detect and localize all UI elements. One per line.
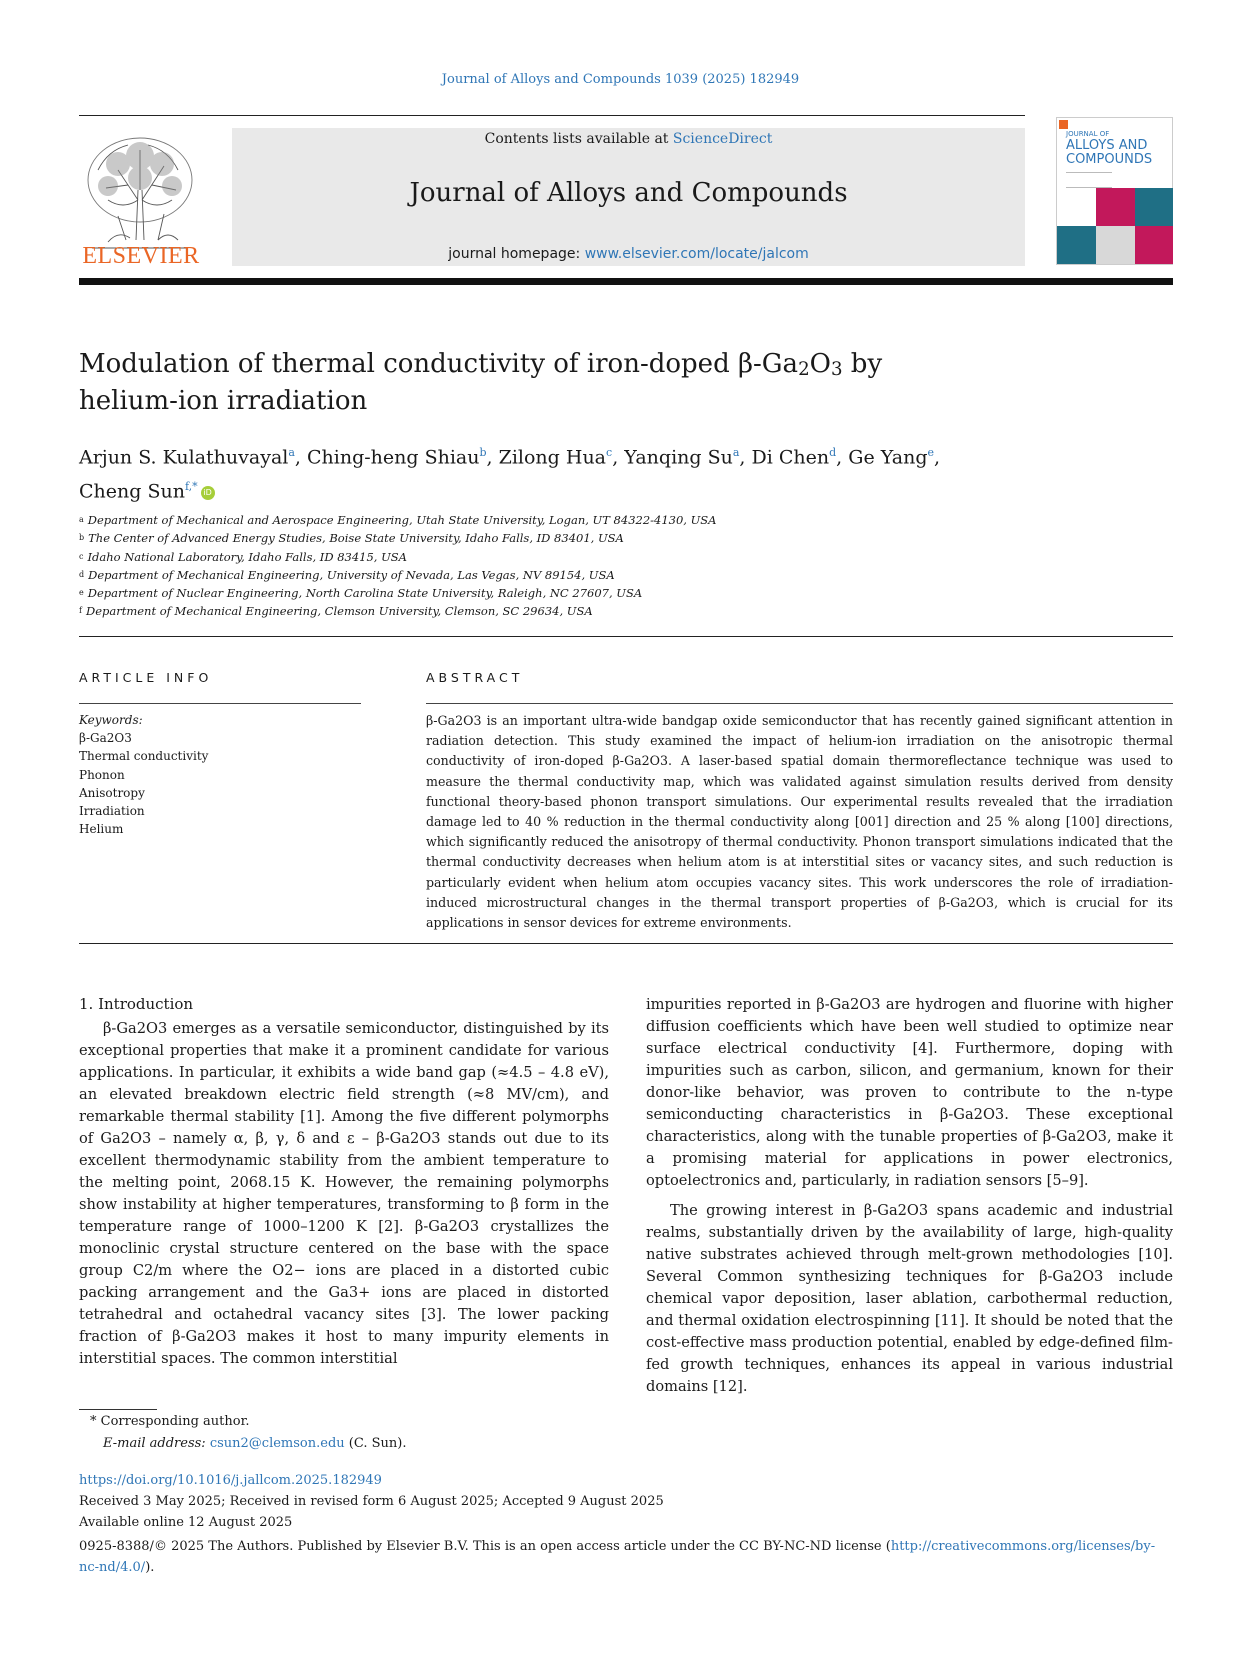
- cover-title-1: JOURNAL OF: [1066, 130, 1110, 138]
- section-heading-introduction: 1. Introduction: [79, 995, 194, 1013]
- license-link[interactable]: http://creativecommons.org/licenses/by-nc-nd/4.0/: [79, 1539, 1156, 1575]
- author[interactable]: Arjun S. Kulathuvayal: [79, 446, 289, 469]
- received-dates: Received 3 May 2025; Received in revised form 6 August 2025; Accepted 9 August 2025: [79, 1494, 664, 1509]
- footnote-rule: [79, 1409, 157, 1410]
- author[interactable]: Ge Yang: [848, 446, 928, 469]
- title-sub-1: 2: [798, 359, 810, 380]
- author-separator: ,: [612, 446, 625, 469]
- author[interactable]: Ching-heng Shiau: [307, 446, 480, 469]
- title-line-2: helium-ion irradiation: [79, 386, 368, 416]
- cover-block-grey: [1096, 226, 1135, 264]
- author[interactable]: Di Chen: [751, 446, 830, 469]
- affiliation: [79, 529, 1173, 547]
- journal-name: Journal of Alloys and Compounds: [409, 178, 848, 208]
- affiliation-letter: d: [79, 569, 85, 579]
- keyword: Irradiation: [79, 804, 145, 819]
- affiliation-text: Idaho National Laboratory, Idaho Falls, ID 83415, USA: [87, 549, 407, 564]
- header-thick-rule: [79, 278, 1173, 285]
- cover-block-teal-1: [1135, 188, 1173, 226]
- keywords-label: Keywords:: [79, 713, 143, 727]
- author-separator: ,: [836, 446, 849, 469]
- affiliation: [79, 584, 1173, 602]
- keyword: Anisotropy: [79, 785, 145, 800]
- keyword: Helium: [79, 822, 124, 837]
- contents-prefix: Contents lists available at: [484, 131, 673, 147]
- corresponding-author-note: * Corresponding author.: [90, 1414, 250, 1429]
- license-note: [79, 1536, 1173, 1578]
- cover-block-white-1: [1057, 188, 1096, 226]
- abstract-rule: [426, 703, 1173, 704]
- article-info-rule: [79, 703, 361, 704]
- abstract-heading: ABSTRACT: [426, 670, 524, 685]
- author-affiliation-marker[interactable]: f,*: [184, 480, 198, 494]
- affiliation: [79, 566, 1173, 584]
- author-affiliation-marker[interactable]: b: [479, 446, 487, 459]
- keywords-block: [79, 711, 359, 838]
- contents-line: [232, 131, 1025, 147]
- affiliation: [79, 602, 1173, 620]
- email-label: E-mail address:: [103, 1436, 206, 1451]
- license-end: ).: [145, 1560, 155, 1575]
- affiliation-text: Department of Nuclear Engineering, North Carolina State University, Raleigh, NC 27607, USA: [87, 586, 643, 601]
- section-rule: [79, 636, 1173, 637]
- abstract-text: β-Ga2O3 is an important ultra-wide bandgap oxide semiconductor that has recently gained significant attention in radiation detection. This study examined the impact of helium-ion irradiation on the anisotropic thermal conductivity of iron-doped β-Ga2O3. A laser-based spatial domain thermoreflectance technique was used to measure the thermal conductivity map, which was validated against simulation results derived from density functional theory-based phonon transport simulations. Our experimental results revealed that the irradiation damage led to 40 % reduction in the thermal conductivity along [001] direction and 25 % along [100] directions, which significantly reduced the anisotropy of thermal conductivity. Phonon transport simulations indicated that the thermal conductivity decreases when helium atom is at interstitial sites or vacancy sites, and such reduction is particularly evident when helium atom occupies vacancy sites. This work underscores the role of irradiation-induced microstructural changes in the thermal transport properties of β-Ga2O3, which is crucial for its applications in sensor devices for extreme environments.: [426, 713, 1173, 931]
- cover-text-block: [1066, 172, 1112, 188]
- author-affiliation-marker[interactable]: d: [829, 446, 837, 459]
- author-affiliation-marker[interactable]: e: [927, 446, 935, 459]
- article-info-heading: ARTICLE INFO: [79, 670, 213, 685]
- affiliation-list: [79, 511, 1173, 621]
- affiliation-letter: b: [79, 533, 85, 543]
- body-paragraph: impurities reported in β-Ga2O3 are hydrogen and fluorine with higher diffusion coefficients which have been well studied to optimize near surface electrical conductivity [4]. Furthermore, doping with impurities such as carbon, silicon, and germanium, known for their donor-like behavior, was proven to contribute to the n-type semiconducting characteristics in β-Ga2O3. These exceptional characteristics, along with the tunable properties of β-Ga2O3, make it a promising material for applications in power electronics, optoelectronics and, particularly, in radiation sensors [5–9].: [646, 996, 1173, 1189]
- affiliation-letter: f: [79, 606, 82, 616]
- author-affiliation-marker[interactable]: c: [606, 446, 613, 459]
- cover-block-teal-2: [1057, 226, 1096, 264]
- title-text-2: O: [809, 349, 831, 379]
- doi-link[interactable]: https://doi.org/10.1016/j.jallcom.2025.182949: [79, 1473, 382, 1488]
- header-rule: [79, 115, 1025, 116]
- author-separator: ,: [934, 446, 941, 469]
- affiliation: [79, 511, 1173, 529]
- email-note: [103, 1436, 406, 1451]
- elsevier-logo-text: ELSEVIER: [82, 243, 200, 269]
- affiliation-text: The Center of Advanced Energy Studies, Boise State University, Idaho Falls, ID 83401, USA: [88, 531, 624, 546]
- author[interactable]: Zilong Hua: [498, 446, 607, 469]
- author-separator: ,: [294, 446, 308, 469]
- affiliation-letter: c: [79, 551, 84, 561]
- homepage-line: [232, 246, 1025, 262]
- body-column-right: [646, 994, 1173, 1398]
- keyword: Phonon: [79, 767, 125, 782]
- body-paragraph: The growing interest in β-Ga2O3 spans academic and industrial realms, substantially driven by the availability of large, high-quality native substrates achieved through melt-grown methodologies [10]. Several Common synthesizing techniques for β-Ga2O3 include chemical vapor deposition, laser ablation, carbothermal reduction, and thermal oxidation electrospinning [11]. It should be noted that the cost-effective mass production potential, enabled by edge-defined film-fed growth techniques, enhances its appeal in various industrial domains [12].: [646, 1202, 1173, 1395]
- cover-title-3: COMPOUNDS: [1066, 152, 1153, 167]
- author[interactable]: Cheng Sun: [79, 480, 185, 503]
- affiliation-text: Department of Mechanical and Aerospace Engineering, Utah State University, Logan, UT 84322-4130, USA: [87, 513, 717, 527]
- keyword: β-Ga2O3: [79, 731, 132, 746]
- author-affiliation-marker[interactable]: a: [732, 446, 740, 459]
- affiliation-letter: a: [79, 515, 84, 524]
- title-text-3: by: [842, 349, 883, 379]
- title-text-1: Modulation of thermal conductivity of iron-doped β-Ga: [79, 349, 799, 379]
- email-link[interactable]: csun2@clemson.edu: [209, 1436, 345, 1451]
- orcid-icon[interactable]: iD: [201, 486, 215, 500]
- license-text: 0925-8388/© 2025 The Authors. Published by Elsevier B.V. This is an open access article under the CC BY-NC-ND license (: [79, 1539, 891, 1554]
- author-separator: ,: [739, 446, 752, 469]
- journal-cover-thumbnail[interactable]: [1056, 117, 1173, 265]
- cover-title-2: ALLOYS AND: [1066, 138, 1148, 153]
- author[interactable]: Yanqing Su: [624, 446, 733, 469]
- cover-logo-icon: [1059, 120, 1068, 129]
- abstract-end-rule: [79, 943, 1173, 944]
- affiliation-text: Department of Mechanical Engineering, University of Nevada, Las Vegas, NV 89154, USA: [88, 567, 615, 582]
- online-date: Available online 12 August 2025: [79, 1515, 293, 1530]
- author-separator: ,: [486, 446, 499, 469]
- keyword: Thermal conductivity: [79, 749, 209, 764]
- affiliation-letter: e: [79, 588, 84, 598]
- cover-block-magenta-1: [1096, 188, 1135, 226]
- author-affiliation-marker[interactable]: a: [288, 446, 295, 459]
- cover-block-magenta-2: [1135, 226, 1173, 264]
- affiliation-text: Department of Mechanical Engineering, Clemson University, Clemson, SC 29634, USA: [85, 604, 593, 619]
- author-list: [79, 438, 1173, 507]
- body-paragraph: β-Ga2O3 emerges as a versatile semiconductor, distinguished by its exceptional properties that make it a prominent candidate for various applications. In particular, it exhibits a wide band gap (≈4.5 – 4.8 eV), an elevated breakdown electric field strength (≈8 MV/cm), and remarkable thermal stability [1]. Among the five different polymorphs of Ga2O3 – namely α, β, γ, δ and ε – β-Ga2O3 stands out due to its excellent thermodynamic stability from the ambient temperature to the melting point, 2068.15 K. However, the remaining polymorphs show instability at higher temperatures, transforming to β form in the temperature range of 1000–1200 K [2]. β-Ga2O3 crystallizes the monoclinic crystal structure centered on the base with the space group C2/m where the O2− ions are placed in a distorted cubic packing arrangement and the Ga3+ ions are placed in distorted tetrahedral and octahedral vacancy sites [3]. The lower packing fraction of β-Ga2O3 makes it host to many impurity elements in interstitial spaces. The common interstitial: [79, 1020, 609, 1367]
- sciencedirect-link[interactable]: ScienceDirect: [672, 131, 773, 147]
- affiliation: [79, 548, 1173, 566]
- body-column-left: [79, 1018, 609, 1370]
- homepage-link[interactable]: www.elsevier.com/locate/jalcom: [584, 246, 809, 262]
- article-title: [79, 346, 1079, 420]
- journal-citation-link[interactable]: Journal of Alloys and Compounds 1039 (2025) 182949: [441, 72, 800, 87]
- email-suffix: (C. Sun).: [344, 1436, 407, 1451]
- title-sub-2: 3: [830, 359, 843, 380]
- homepage-prefix: journal homepage:: [448, 246, 585, 262]
